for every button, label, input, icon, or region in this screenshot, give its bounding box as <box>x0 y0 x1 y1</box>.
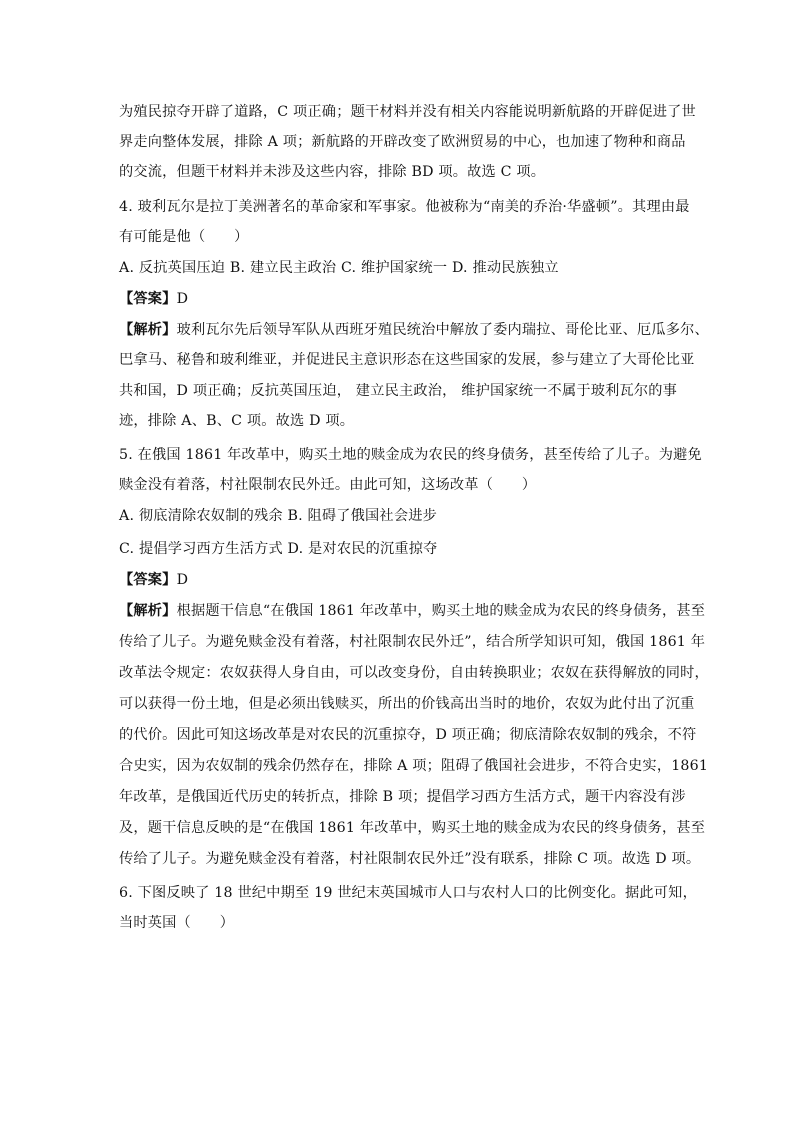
answer-label: 【答案】 <box>119 572 177 588</box>
answer-line <box>119 288 689 310</box>
text-line: 年改革，是俄国近代历史的转折点，排除 B 项；提倡学习西方生活方式，题干内容没有涉 <box>119 789 686 805</box>
answer-value: D <box>176 291 189 307</box>
text-line: 的代价。因此可知这场改革是对农民的沉重掠夺，D 项正确；彻底清除农奴制的残余，不符 <box>119 727 697 743</box>
question-5-stem: 赎金没有着落，村社限制农民外迁。由此可知，这场改革（ ） <box>119 477 537 493</box>
question-6-stem: 当时英国（ ） <box>119 915 235 931</box>
question-6-stem: 6. 下图反映了 18 世纪中期至 19 世纪末英国城市人口与农村人口的比例变化。据此可知， <box>119 885 697 901</box>
question-4-stem: 有可能是他（ ） <box>119 229 249 245</box>
text-line: 界走向整体发展，排除 A 项；新航路的开辟改变了欧洲贸易的中心，也加速了物种和商品 <box>119 134 686 150</box>
text-line: 的交流，但题干材料并未涉及这些内容，排除 BD 项。故选 C 项。 <box>119 164 546 180</box>
answer-line <box>119 569 689 591</box>
analysis-label: 【解析】 <box>119 322 177 338</box>
question-4-stem: 4. 玻利瓦尔是拉丁美洲著名的革命家和军事家。他被称为“南美的乔治·华盛顿”。其理由最 <box>119 199 690 215</box>
text-line: 为殖民掠夺开辟了道路，C 项正确；题干材料并没有相关内容能说明新航路的开辟促进了世 <box>119 104 696 120</box>
answer-value: D <box>176 572 189 588</box>
question-5-options: C. 提倡学习西方生活方式 D. 是对农民的沉重掠夺 <box>119 541 438 557</box>
analysis-line <box>119 600 706 622</box>
text-line: 可以获得一份土地，但是必须出钱赎买，所出的价钱高出当时的地价，农奴为此付出了沉重 <box>119 696 695 712</box>
analysis-text: 玻利瓦尔先后领导军队从西班牙殖民统治中解放了委内瑞拉、哥伦比亚、厄瓜多尔、 <box>176 322 709 338</box>
text-line: 巴拿马、秘鲁和玻利维亚，并促进民主意识形态在这些国家的发展，参与建立了大哥伦比亚 <box>119 352 695 368</box>
analysis-line <box>119 319 709 341</box>
question-5-stem: 5. 在俄国 1861 年改革中，购买土地的赎金成为农民的终身债务，甚至传给了儿子。为避免 <box>119 447 702 463</box>
analysis-label: 【解析】 <box>119 603 177 619</box>
question-5-options: A. 彻底清除农奴制的残余 B. 阻碍了俄国社会进步 <box>119 508 437 524</box>
text-line: 迹，排除 A、B、C 项。故选 D 项。 <box>119 413 355 429</box>
question-4-options: A. 反抗英国压迫 B. 建立民主政治 C. 维护国家统一 D. 推动民族独立 <box>119 260 559 276</box>
text-line: 改革法令规定：农奴获得人身自由，可以改变身份，自由转换职业；农奴在获得解放的同时， <box>119 665 709 681</box>
text-line: 传给了儿子。为避免赎金没有着落，村社限制农民外迁”没有联系，排除 C 项。故选 D 项。 <box>119 851 701 867</box>
text-line: 合史实，因为农奴制的残余仍然存在，排除 A 项；阻碍了俄国社会进步，不符合史实，1861 <box>119 758 709 774</box>
text-line: 及，题干信息反映的是“在俄国 1861 年改革中，购买土地的赎金成为农民的终身债务，甚至 <box>119 820 706 836</box>
text-line: 共和国，D 项正确；反抗英国压迫， 建立民主政治， 维护国家统一不属于玻利瓦尔的事 <box>119 383 678 399</box>
analysis-text: 根据题干信息“在俄国 1861 年改革中，购买土地的赎金成为农民的终身债务，甚至 <box>176 603 706 619</box>
answer-label: 【答案】 <box>119 291 177 307</box>
text-line: 传给了儿子。为避免赎金没有着落，村社限制农民外迁”，结合所学知识可知，俄国 1861 年 <box>119 634 706 650</box>
